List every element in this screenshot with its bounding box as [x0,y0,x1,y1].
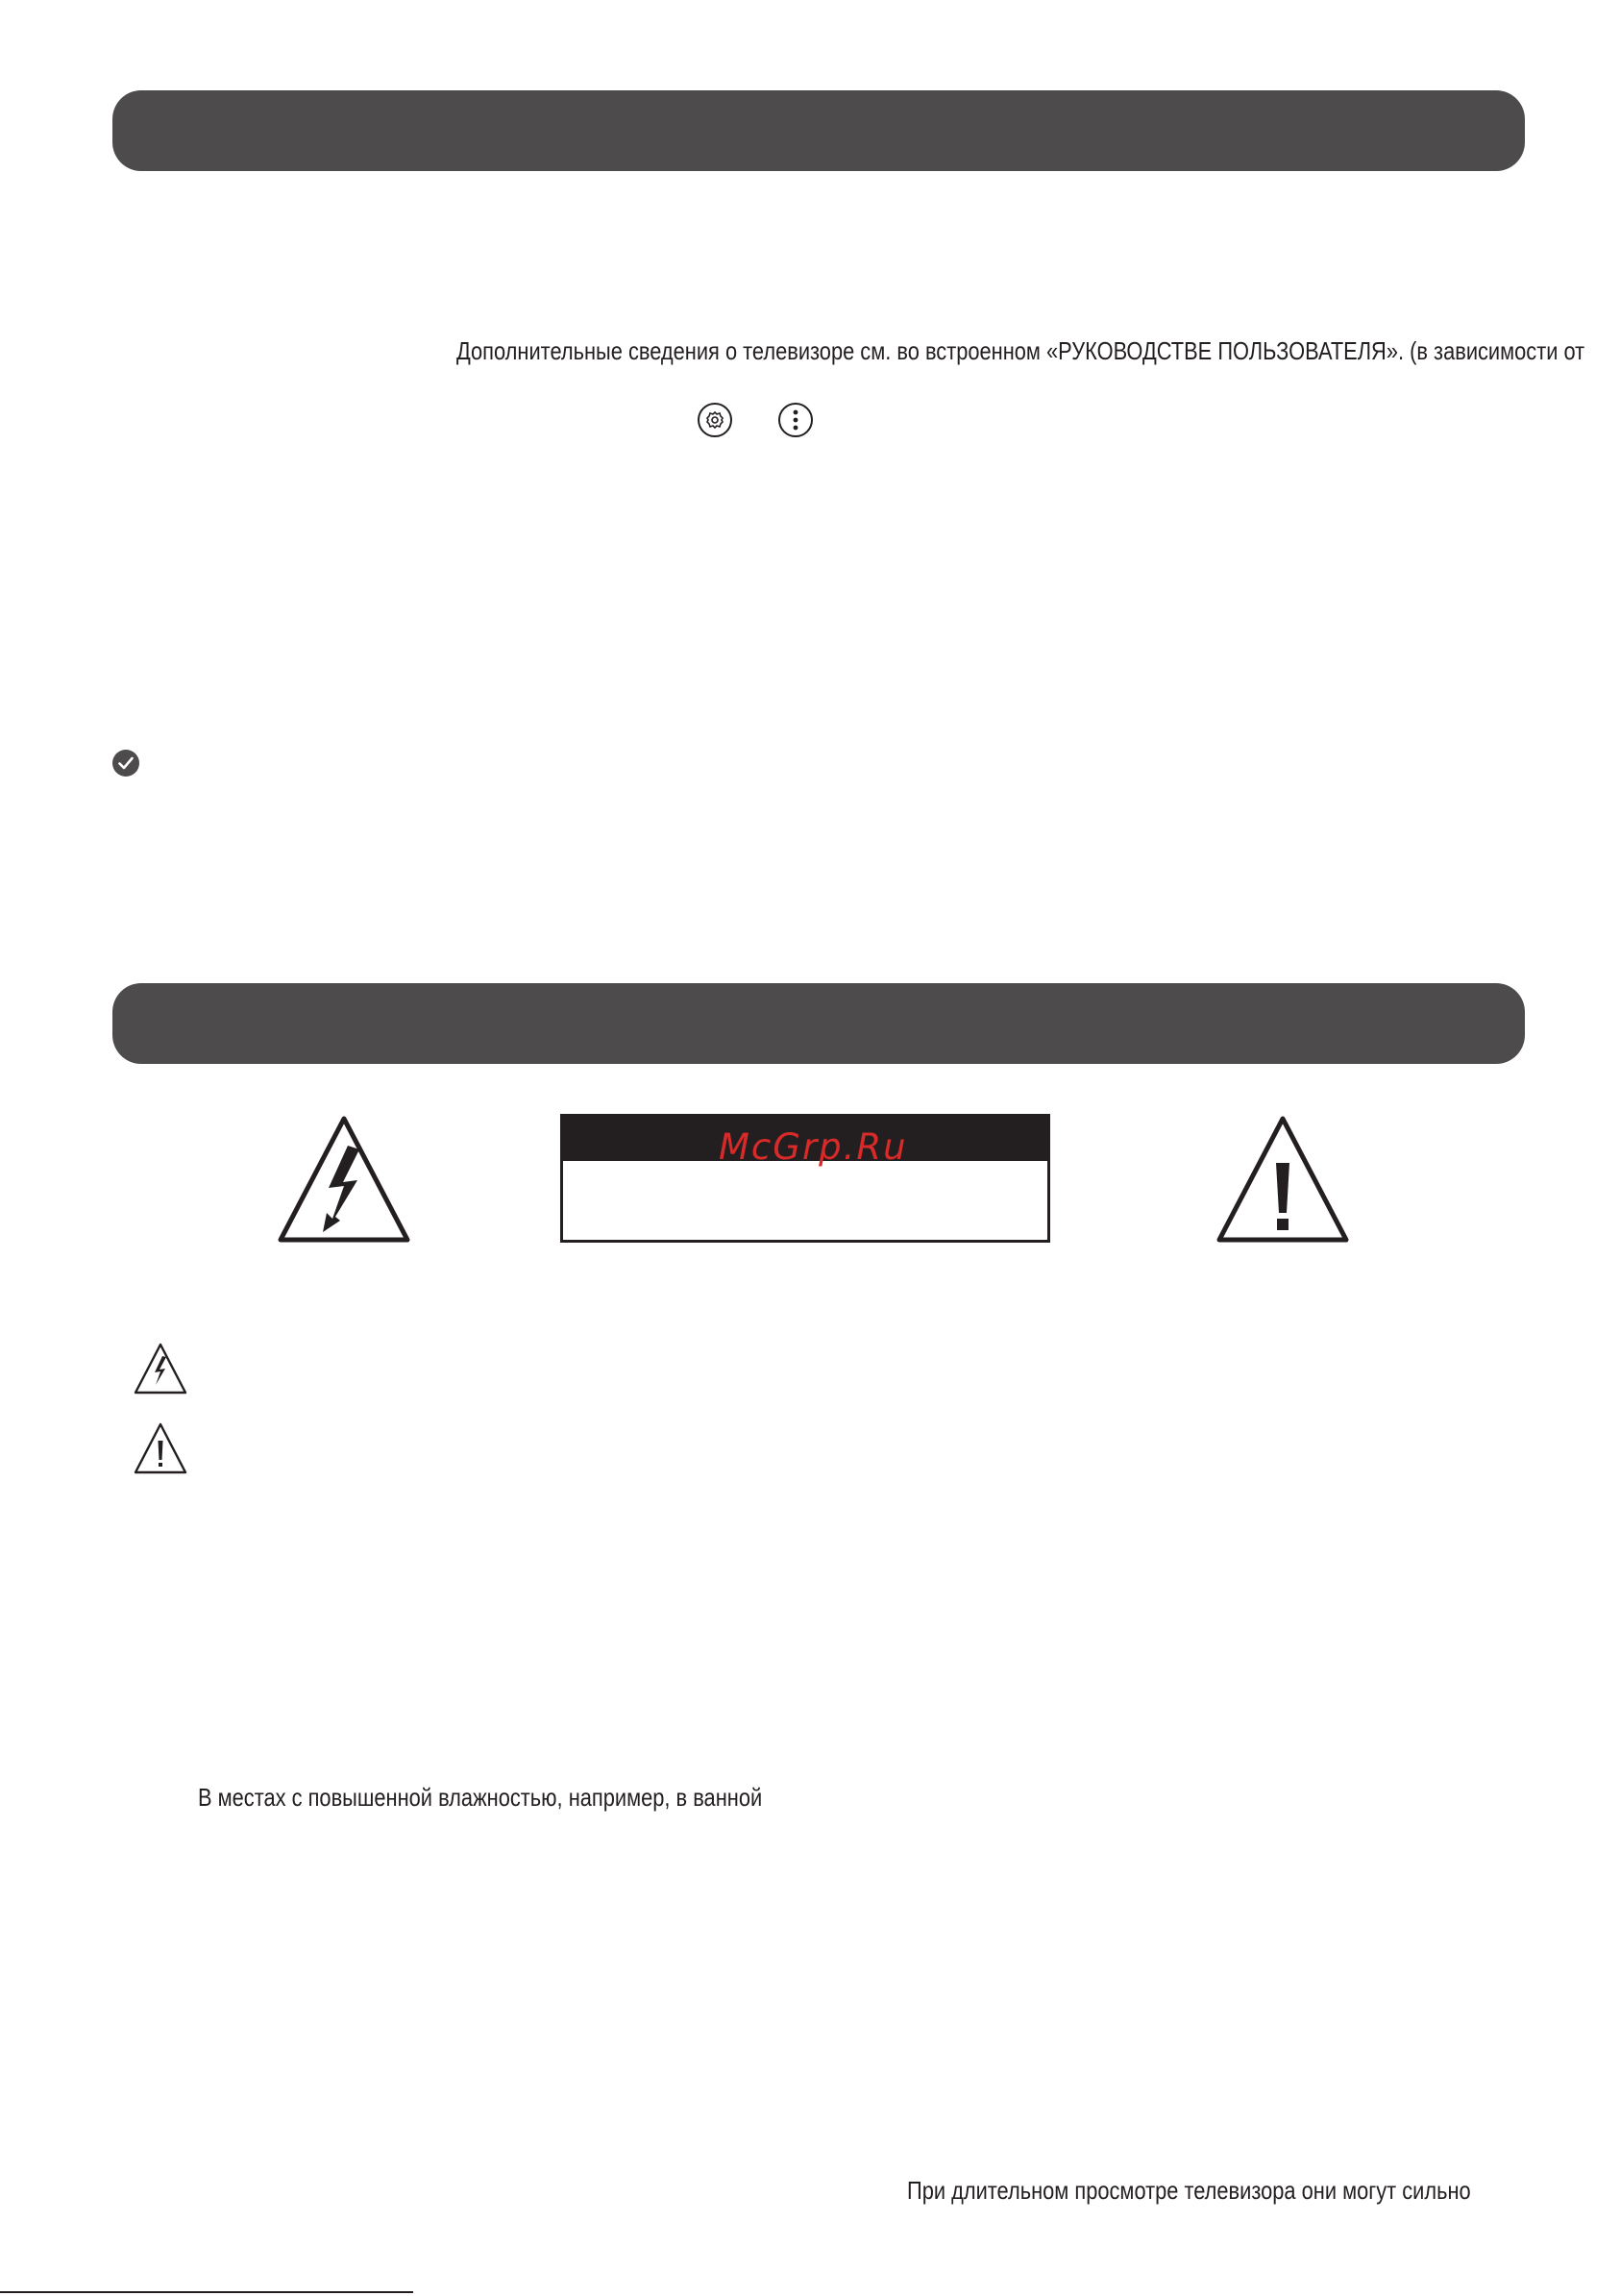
section-header-bar [112,90,1525,171]
settings-gear-icon [697,402,733,438]
humidity-note: В местах с повышенной влажностью, например, в ванной [198,1783,763,1812]
check-circle-icon [111,749,140,778]
footer-rule [0,2291,413,2293]
more-vertical-icon [777,402,814,438]
long-viewing-note: При длительном просмотре телевизора они могут сильно [907,2176,1471,2205]
exclamation-warning-icon [1214,1113,1352,1246]
exclamation-warning-icon [133,1421,188,1475]
section-header-bar [112,983,1525,1064]
electric-shock-warning-icon [133,1342,188,1395]
user-guide-note: Дополнительные сведения о телевизоре см. во встроенном «РУКОВОДСТВЕ ПОЛЬЗОВАТЕЛЯ». (в зависимости от [456,336,1585,365]
watermark-text: McGrp.Ru [719,1126,908,1168]
electric-shock-warning-icon [275,1113,413,1246]
